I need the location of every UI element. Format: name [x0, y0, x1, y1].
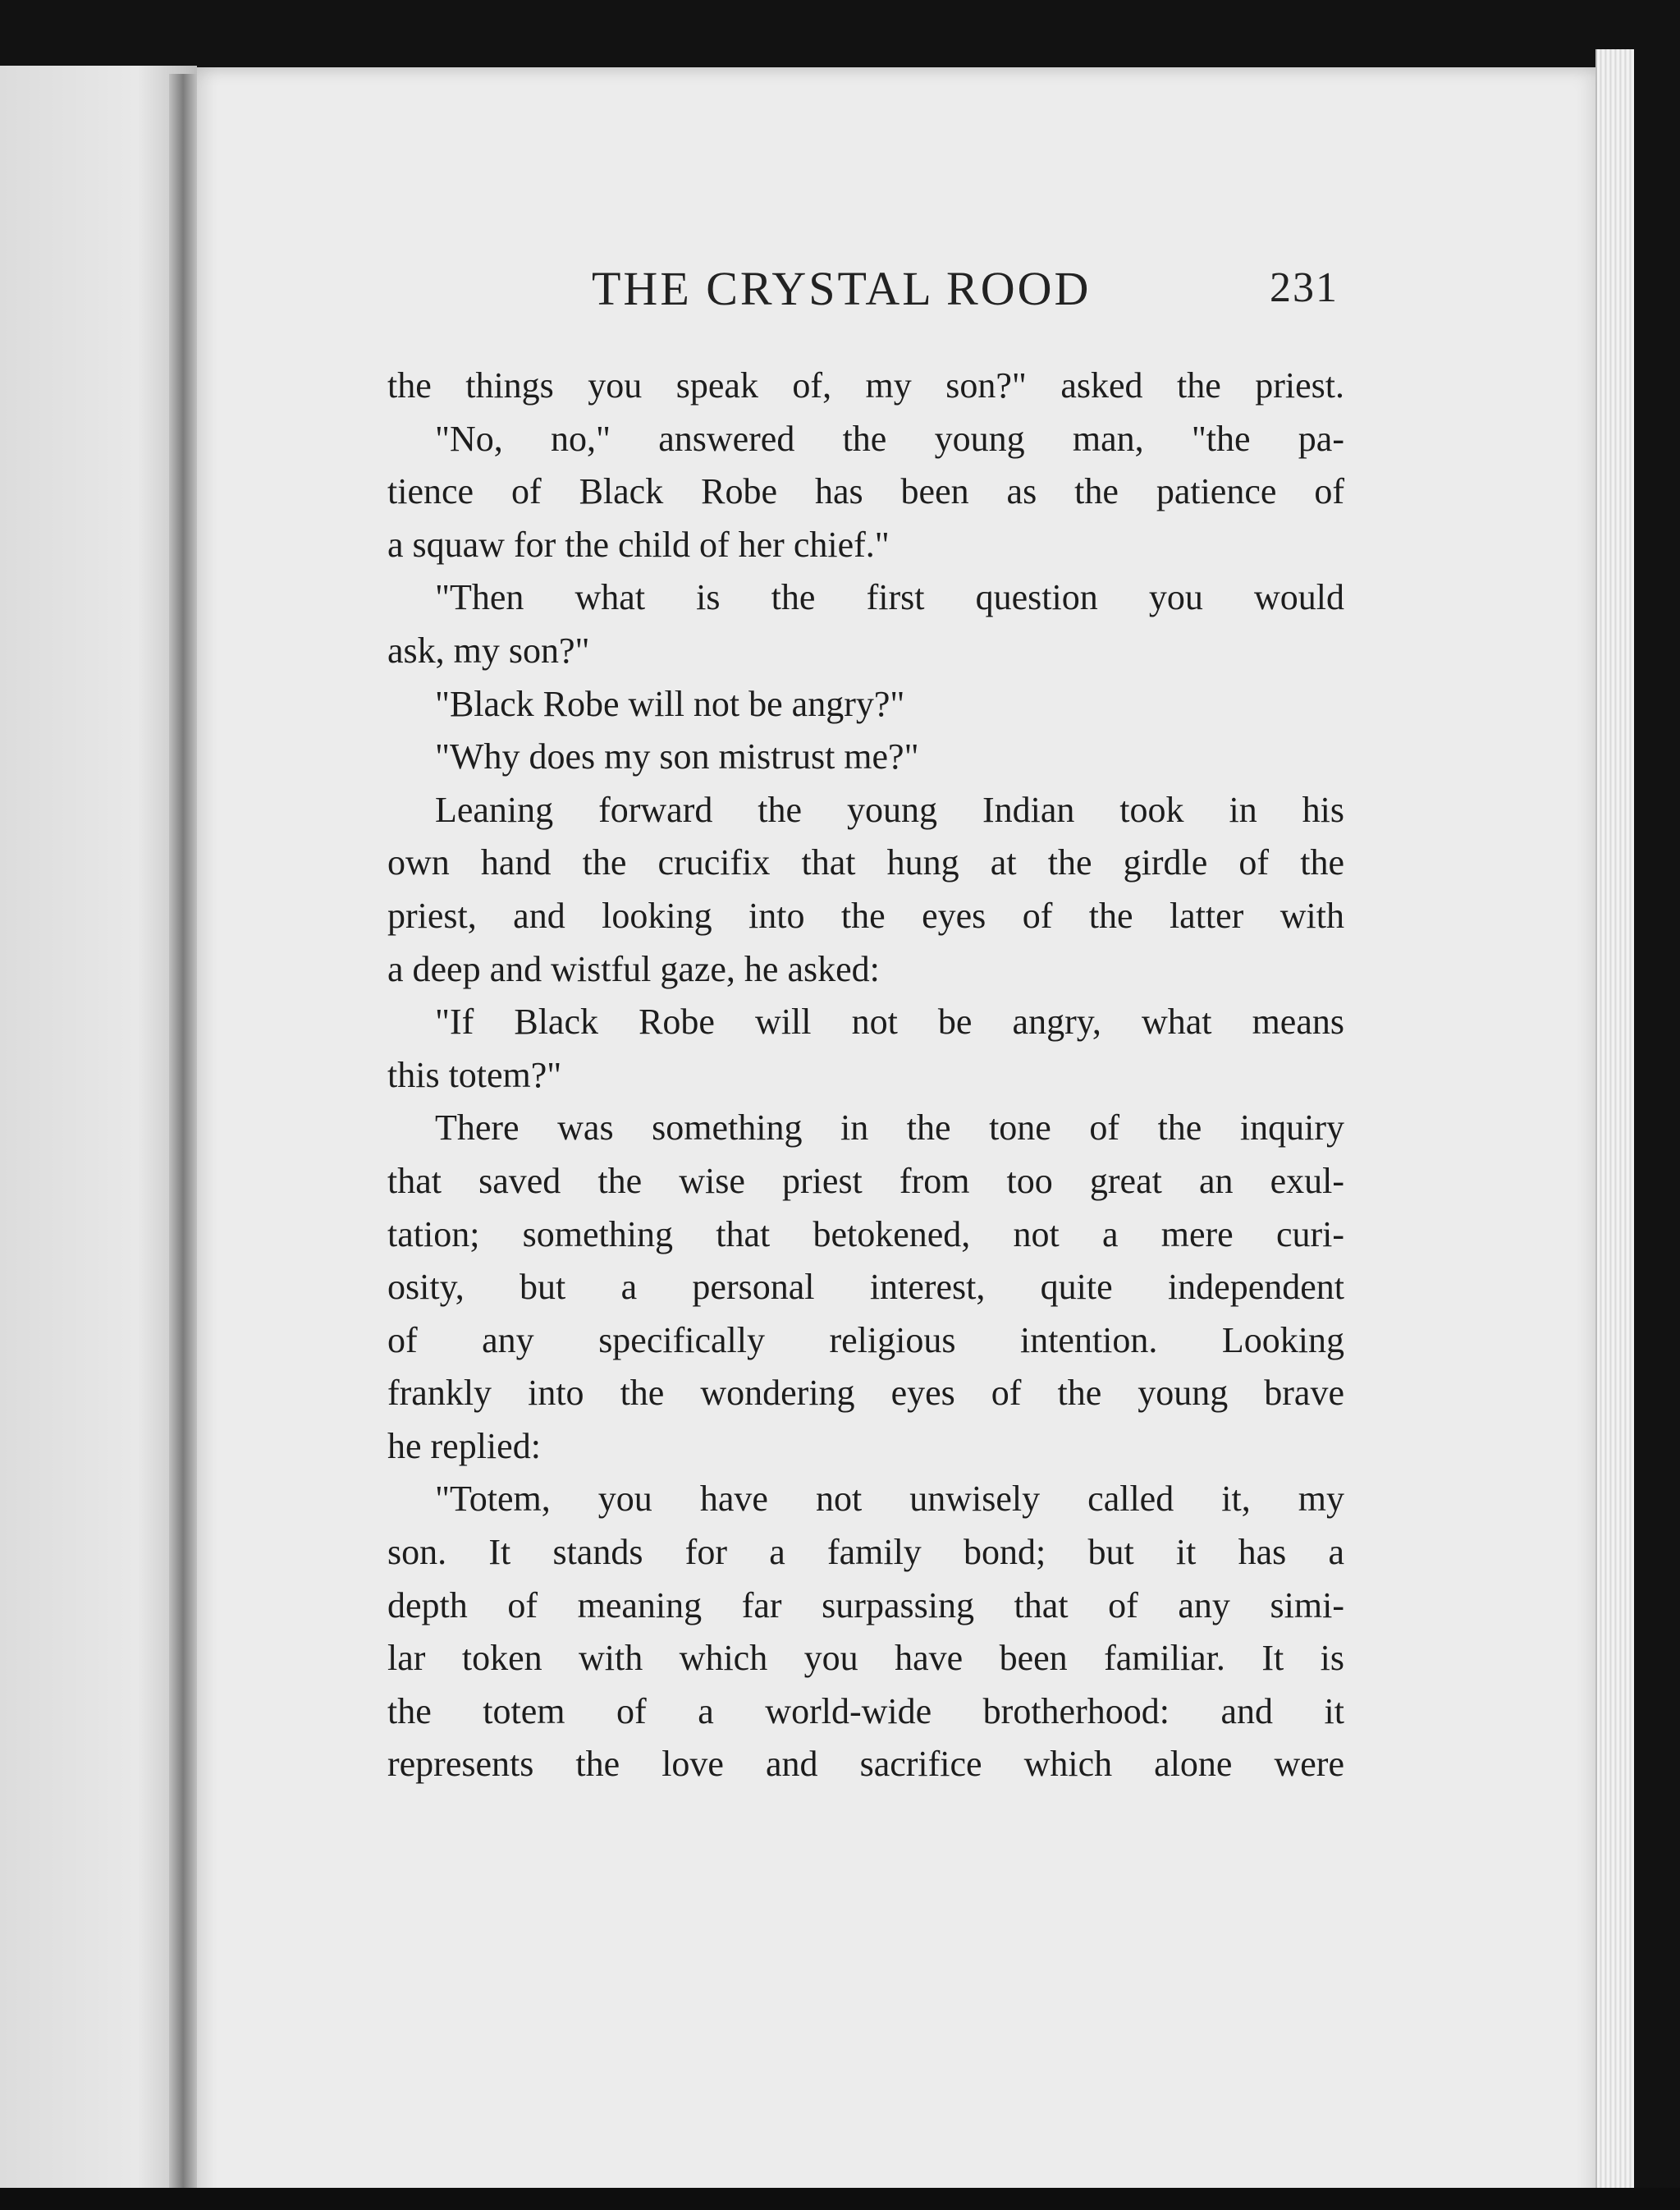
left-page-edge	[0, 66, 197, 2210]
scan-bottom-border	[0, 2188, 1680, 2210]
page-header	[592, 261, 1339, 327]
text-line: "No, no," answered the young man, "the pa-	[435, 418, 1344, 459]
text-line: this totem?"	[387, 1054, 562, 1095]
text-line: that saved the wise priest from too great an exul-	[387, 1160, 1344, 1201]
text-line: own hand the crucifix that hung at the girdle of the	[387, 842, 1344, 883]
text-line: the things you speak of, my son?" asked the priest.	[387, 365, 1344, 406]
text-line: osity, but a personal interest, quite independent	[387, 1267, 1344, 1308]
text-line: There was something in the tone of the inquiry	[435, 1107, 1344, 1149]
page-number: 231	[1270, 264, 1339, 311]
text-line: a squaw for the child of her chief."	[387, 524, 890, 565]
text-line: priest, and looking into the eyes of the latter with	[387, 895, 1344, 936]
text-line: the totem of a world-wide brotherhood: and it	[387, 1690, 1344, 1731]
text-line: "Black Robe will not be angry?"	[435, 683, 905, 724]
text-line: ask, my son?"	[387, 630, 590, 671]
running-head: THE CRYSTAL ROOD	[592, 262, 1092, 315]
text-line: son. It stands for a family bond; but it has a	[387, 1532, 1344, 1573]
text-line: represents the love and sacrifice which alone were	[387, 1744, 1344, 1785]
book-gutter-shadow	[169, 74, 200, 2210]
text-line: of any specifically religious intention. Looking	[387, 1319, 1344, 1360]
text-line: tience of Black Robe has been as the patience of	[387, 471, 1344, 512]
text-line: Leaning forward the young Indian took in his	[435, 789, 1344, 830]
text-line: a deep and wistful gaze, he asked:	[387, 948, 880, 989]
text-line: frankly into the wondering eyes of the young brave	[387, 1373, 1344, 1414]
text-line: lar token with which you have been familiar. It is	[387, 1638, 1344, 1679]
page-body-text	[387, 360, 1344, 1791]
text-line: "Totem, you have not unwisely called it, my	[435, 1479, 1344, 1520]
text-line: "Why does my son mistrust me?"	[435, 736, 919, 777]
text-line: "Then what is the first question you would	[435, 577, 1344, 618]
text-line: tation; something that betokened, not a mere curi-	[387, 1213, 1344, 1254]
text-line: he replied:	[387, 1425, 541, 1466]
text-line: depth of meaning far surpassing that of any simi-	[387, 1584, 1344, 1625]
text-line: "If Black Robe will not be angry, what means	[435, 1002, 1344, 1043]
right-page-edge-stack	[1595, 49, 1634, 2210]
